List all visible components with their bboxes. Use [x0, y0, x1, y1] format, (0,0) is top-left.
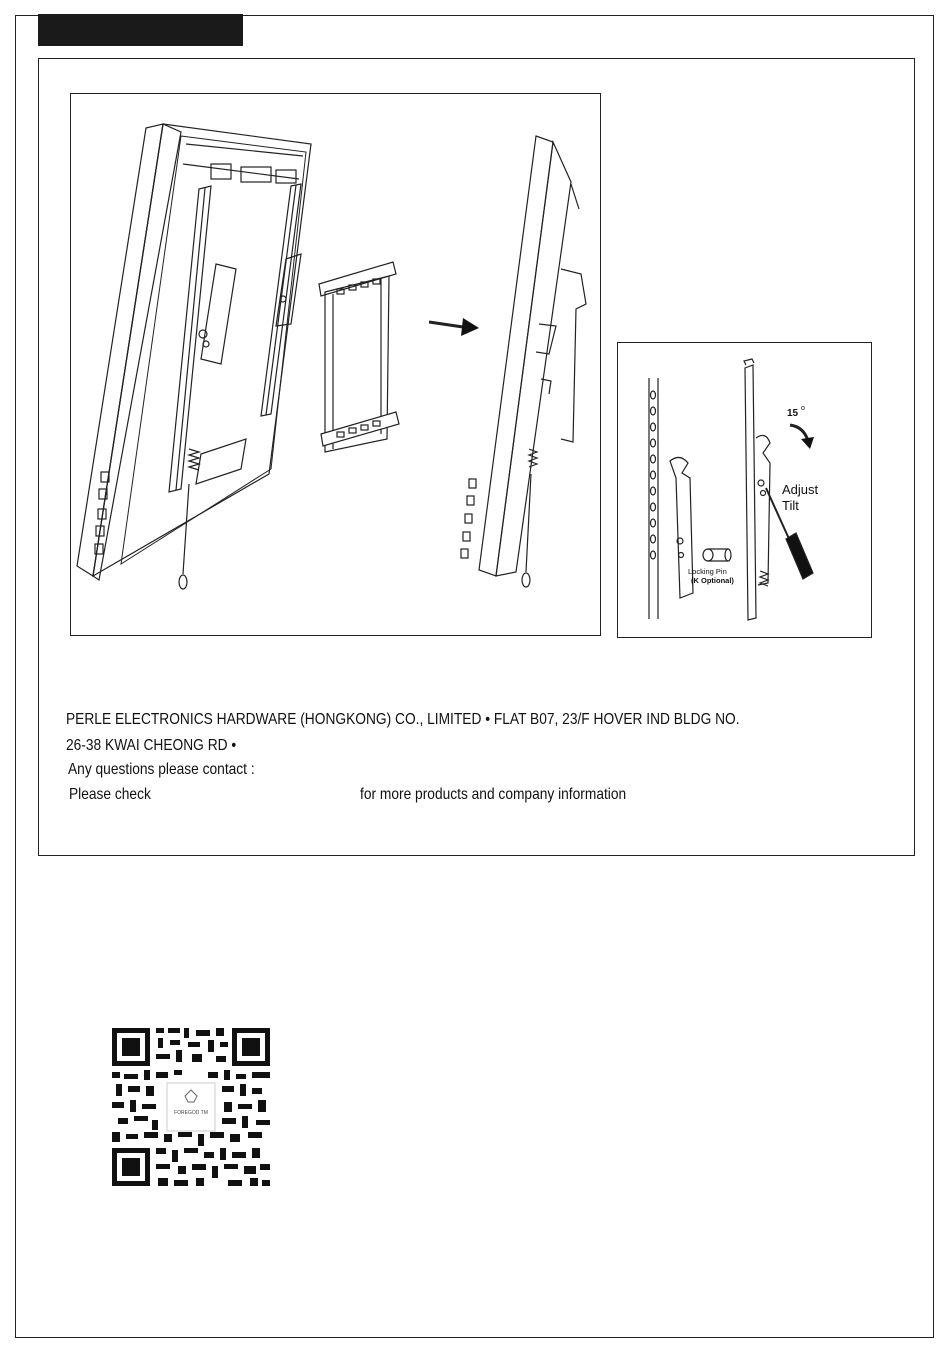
section-header-bar	[38, 14, 243, 46]
adjust-label: Adjust	[782, 482, 819, 497]
installation-illustration	[70, 93, 601, 636]
wall-rail-detail	[649, 378, 693, 619]
check-text-suffix: for more products and company information	[360, 786, 627, 803]
check-text-prefix: Please check	[69, 786, 151, 803]
tv-side-view	[461, 136, 586, 587]
tilt-angle-label: 15	[787, 408, 799, 419]
tilt-detail-illustration	[617, 342, 872, 638]
degree-symbol: o	[801, 405, 805, 412]
tv-rear-view	[77, 124, 311, 589]
company-address-line1: PERLE ELECTRONICS HARDWARE (HONGKONG) CO., LIMITED • FLAT B07, 23/F HOVER IND BLDG NO.	[66, 711, 740, 728]
wall-plate	[319, 262, 399, 452]
arrow-right-icon	[429, 318, 479, 336]
qr-code[interactable]	[112, 1028, 270, 1186]
qr-logo-text: FOREGOD TM	[174, 1110, 208, 1116]
tilt-arrow-icon	[790, 425, 814, 449]
locking-pin-label: Locking Pin	[688, 567, 727, 576]
k-optional-label: (K Optional)	[691, 576, 734, 585]
locking-pin	[703, 549, 731, 561]
company-address-line2: 26-38 KWAI CHEONG RD •	[66, 737, 237, 754]
contact-text: Any questions please contact :	[68, 761, 255, 778]
tilt-label: Tilt	[782, 498, 799, 513]
